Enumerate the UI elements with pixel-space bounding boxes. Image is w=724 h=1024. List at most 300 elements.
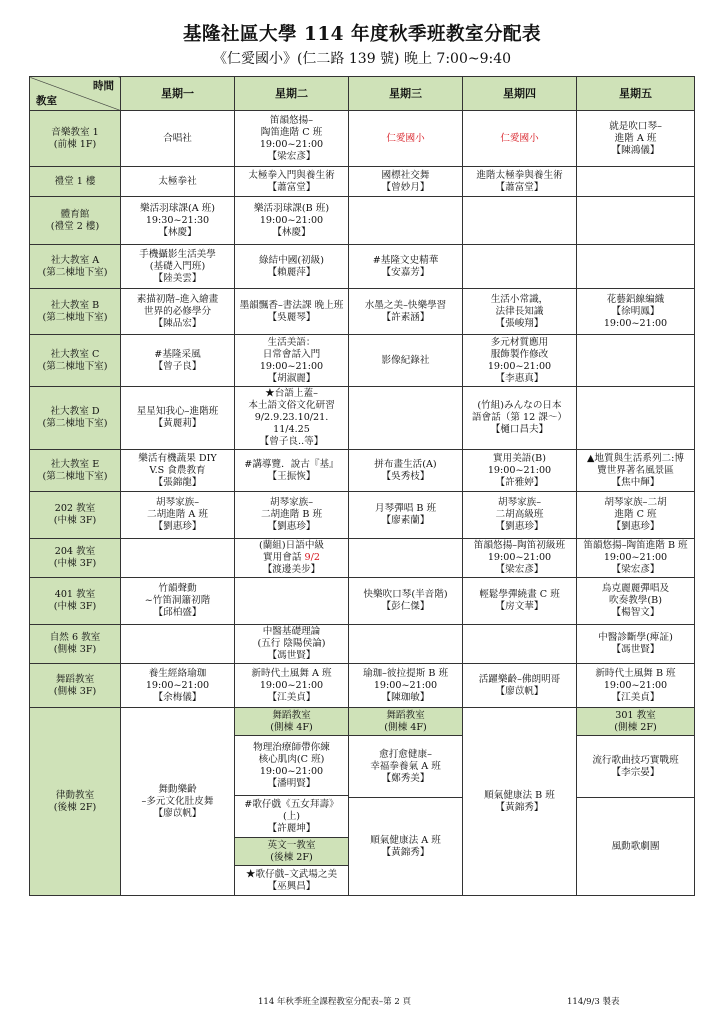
cell-text-line: 【鄭秀美】 bbox=[381, 772, 430, 784]
header-row bbox=[30, 77, 695, 111]
cell-text-line: 11/4.25 bbox=[273, 424, 310, 435]
cell-text-line: 社大教室 C bbox=[50, 348, 100, 360]
cell-text-line: (第二棟地下室) bbox=[42, 311, 108, 323]
course-cell bbox=[463, 335, 577, 387]
page-title: 基隆社區大學 114 年度秋季班教室分配表 bbox=[183, 24, 541, 45]
cell-text-line: 【黃錦秀】 bbox=[495, 801, 544, 813]
cell-text-line: 語會話（第 12 課～） bbox=[471, 412, 568, 423]
cell-text-line: 進階 A 班 bbox=[614, 132, 657, 144]
course-cell bbox=[349, 335, 463, 387]
cell-text-line: 胡琴家族– bbox=[497, 497, 542, 508]
course-cell bbox=[121, 450, 235, 492]
cell-text-line: 生活美語： bbox=[267, 336, 316, 348]
cell-text-line: 【劉惠珍】 bbox=[153, 521, 202, 532]
cell-text-line: (側棟 3F) bbox=[53, 644, 97, 655]
cell-text-line: 【吳秀枝】 bbox=[381, 470, 430, 482]
cell-text-line: 養生經絡瑜珈 bbox=[148, 667, 207, 679]
cell-text-line: 【陸美雲】 bbox=[153, 272, 202, 284]
course-cell bbox=[349, 625, 463, 664]
cell-text-line: (上) bbox=[282, 810, 301, 822]
cell-text-line: (第二棟地下室) bbox=[42, 418, 108, 429]
cell-text-line: 【張峻翔】 bbox=[495, 317, 544, 329]
cell-text-line: 物理治療師帶你練 bbox=[253, 741, 330, 753]
cell-text-line: 【許麗坤】 bbox=[267, 822, 316, 834]
cell-text-line: 301 教室 bbox=[615, 709, 656, 721]
cell-text-line: 19:00~21:00 bbox=[603, 552, 668, 563]
cell-text-line: ▲地質與生活系列二:博 bbox=[587, 452, 684, 464]
cell-text-line: 【馮世賢】 bbox=[267, 650, 316, 661]
course-cell bbox=[349, 245, 463, 289]
course-cell bbox=[121, 289, 235, 335]
room-cell bbox=[30, 245, 121, 289]
cell-text-line: 水墨之美–快樂學習 bbox=[364, 299, 447, 311]
course-cell bbox=[463, 450, 577, 492]
cell-text-line: (基礎入門班) bbox=[149, 260, 206, 272]
course-cell bbox=[349, 664, 463, 708]
cell-text-line: 【王振恢】 bbox=[267, 470, 316, 482]
course-cell bbox=[349, 111, 463, 167]
course-cell bbox=[577, 289, 695, 335]
day-header-mon: 星期一 bbox=[121, 77, 235, 111]
course-cell bbox=[349, 798, 463, 896]
cell-text-line: 影像紀錄社 bbox=[381, 354, 430, 366]
cell-text-line: 拼布畫生活(A) bbox=[374, 458, 437, 470]
corner-cell bbox=[30, 77, 121, 111]
sub-room-cell bbox=[235, 838, 349, 866]
cell-text-line: 二胡進階 B 班 bbox=[260, 509, 323, 520]
course-cell bbox=[463, 197, 577, 245]
cell-text-line: (第二棟地下室) bbox=[42, 360, 108, 372]
schedule-body bbox=[30, 111, 695, 708]
cell-text-line: 社大教室 D bbox=[50, 406, 100, 417]
day-header-wed: 星期三 bbox=[349, 77, 463, 111]
cell-text-line: 樂活羽球課(B 班) bbox=[253, 202, 330, 214]
cell-text-line: 素描初階–進入繪畫 bbox=[136, 293, 219, 305]
cell-text-line: (中棟 3F) bbox=[53, 515, 97, 526]
cell-text-line: 【許素涵】 bbox=[381, 311, 430, 323]
course-cell bbox=[121, 708, 235, 896]
course-cell bbox=[121, 578, 235, 625]
cell-text-line: 【李宗晏】 bbox=[611, 766, 660, 778]
course-cell bbox=[235, 664, 349, 708]
course-cell bbox=[577, 578, 695, 625]
course-cell bbox=[463, 492, 577, 539]
cell-text-line: 日常會話入門 bbox=[262, 348, 321, 360]
cell-text-line: 樂活有機蔬果 DIY bbox=[138, 452, 217, 464]
room-cell bbox=[30, 197, 121, 245]
course-cell bbox=[577, 664, 695, 708]
room-cell bbox=[30, 450, 121, 492]
cell-text-line: ~竹笛洞簫初階 bbox=[144, 595, 211, 606]
cell-text-line: 19:30~21:30 bbox=[145, 214, 210, 226]
cell-text-line: 胡琴家族– bbox=[269, 497, 314, 508]
cell-text-line: 新時代土風舞 B 班 bbox=[595, 667, 676, 679]
course-cell bbox=[463, 625, 577, 664]
corner-room-label: 教室 bbox=[36, 95, 57, 107]
cell-text-line: 順氣健康法 A 班 bbox=[370, 834, 441, 846]
course-cell bbox=[235, 111, 349, 167]
cell-text-line: 二胡高級班 bbox=[495, 509, 544, 520]
cell-text-line: 體育館 bbox=[60, 208, 90, 220]
schedule-table bbox=[29, 76, 695, 896]
cell-text-line: 流行歌曲技巧實戰班 bbox=[592, 754, 679, 766]
cell-text-line: 401 教室 bbox=[54, 589, 96, 600]
cell-text-line: 笛韻悠揚–陶笛初級班 bbox=[473, 540, 566, 551]
cell-text-line: 【陳鴻儀】 bbox=[611, 144, 660, 156]
day-header-tue: 星期二 bbox=[235, 77, 349, 111]
cell-text-line: 幸福拳養氣 A 班 bbox=[370, 760, 441, 772]
cell-text-line: 生活小常識， bbox=[490, 293, 549, 305]
cell-text-line: 社大教室 E bbox=[50, 458, 100, 470]
room-cell bbox=[30, 625, 121, 664]
room-cell bbox=[30, 492, 121, 539]
cell-text-line: (竹組)みんなの日本 bbox=[477, 400, 562, 411]
table-row bbox=[30, 245, 695, 289]
cell-text-line: 手機攝影生活美學 bbox=[139, 248, 216, 260]
course-cell bbox=[463, 664, 577, 708]
cell-text-line: 【林慶】 bbox=[158, 226, 197, 238]
course-cell bbox=[463, 539, 577, 578]
course-cell bbox=[349, 289, 463, 335]
cell-text-line: 【馮世賢】 bbox=[611, 644, 660, 655]
course-cell bbox=[577, 450, 695, 492]
cell-text-line: 輕鬆學彈繞畫 C 班 bbox=[479, 589, 560, 600]
course-cell bbox=[121, 111, 235, 167]
cell-text-line: ★台語上蓋– bbox=[265, 388, 318, 399]
sub-room-cell bbox=[577, 708, 695, 736]
cell-text-line: (側棟 4F) bbox=[384, 721, 427, 733]
cell-text-line: 19:00~21:00 bbox=[487, 464, 552, 476]
table-row bbox=[30, 450, 695, 492]
cell-text-line: 9/2.9.23.10/21. bbox=[254, 412, 329, 423]
course-cell bbox=[463, 167, 577, 197]
cell-text-line: 【楊智文】 bbox=[611, 607, 660, 618]
table-row bbox=[30, 539, 695, 578]
cell-text-line: 太極拳社 bbox=[158, 175, 197, 187]
cell-text-line: 服飾製作修改 bbox=[490, 348, 549, 360]
cell-text-line: 【安嘉芳】 bbox=[381, 266, 430, 278]
cell-text-line: 19:00~21:00 bbox=[145, 679, 210, 691]
cell-text-line: 進階太極拳與養生術 bbox=[476, 169, 563, 181]
room-cell bbox=[30, 539, 121, 578]
table-row bbox=[30, 167, 695, 197]
course-cell bbox=[577, 387, 695, 450]
course-cell bbox=[349, 167, 463, 197]
table-row bbox=[30, 492, 695, 539]
cell-text-line: 順氣健康法 B 班 bbox=[484, 789, 555, 801]
cell-text-line: 胡琴家族– bbox=[155, 497, 200, 508]
day-header-thu: 星期四 bbox=[463, 77, 577, 111]
course-cell bbox=[577, 736, 695, 798]
course-cell bbox=[349, 539, 463, 578]
cell-text-line: 【梁宏彥】 bbox=[611, 564, 660, 575]
cell-text-line: 【焦中輝】 bbox=[611, 476, 660, 488]
cell-text-line: 【黃麗莉】 bbox=[153, 418, 202, 429]
cell-text-line: 【渡邊美步】 bbox=[262, 564, 321, 575]
course-cell bbox=[235, 197, 349, 245]
course-cell bbox=[121, 335, 235, 387]
cell-text-line: #基隆采風 bbox=[154, 348, 201, 360]
cell-text-line: 社大教室 A bbox=[50, 254, 100, 266]
course-cell bbox=[463, 387, 577, 450]
room-cell bbox=[30, 167, 121, 197]
cell-text-line: 律動教室 bbox=[55, 789, 95, 801]
room-cell bbox=[30, 578, 121, 625]
sub-room-cell bbox=[235, 708, 349, 736]
cell-text-line: 【張錦龍】 bbox=[153, 476, 202, 488]
cell-text-line: 【陳珈敏】 bbox=[381, 691, 430, 703]
cell-text-line: 瑜珈–彼拉提斯 B 班 bbox=[362, 667, 449, 679]
cell-text-line: 19:00~21:00 bbox=[487, 552, 552, 563]
cell-text-line: 胡琴家族–二胡 bbox=[604, 497, 667, 508]
cell-text-line: 【劉惠珍】 bbox=[495, 521, 544, 532]
cell-text-line: 舞動樂齡 bbox=[158, 783, 197, 795]
course-cell bbox=[235, 450, 349, 492]
course-cell bbox=[463, 578, 577, 625]
cell-text-line: (禮堂 2 樓) bbox=[50, 220, 100, 232]
cell-text-line: 快樂吹口琴(半音階) bbox=[363, 589, 448, 600]
cell-text-line: 【吳麗琴】 bbox=[267, 311, 316, 323]
course-cell bbox=[235, 387, 349, 450]
course-cell bbox=[463, 289, 577, 335]
room-cell bbox=[30, 335, 121, 387]
course-cell bbox=[349, 387, 463, 450]
cell-text-line: V.S 食農教育 bbox=[149, 464, 206, 476]
cell-text-line: 19:00~21:00 bbox=[259, 765, 324, 777]
cell-text-line: 【劉惠珍】 bbox=[267, 521, 316, 532]
course-cell bbox=[121, 664, 235, 708]
cell-text-line: 社大教室 B bbox=[50, 299, 100, 311]
cell-text-line: (蘭組)日語中級 bbox=[258, 540, 325, 551]
table-row bbox=[30, 578, 695, 625]
cell-text-line: 19:00~21:00 bbox=[259, 679, 324, 691]
cell-text-line: 【曾子良】 bbox=[153, 360, 202, 372]
cell-text-line: 笛韻悠揚–陶笛進階 B 班 bbox=[583, 540, 688, 551]
room-cell bbox=[30, 664, 121, 708]
course-cell bbox=[349, 450, 463, 492]
cell-text-line: 【劉惠珍】 bbox=[611, 521, 660, 532]
cell-text-line: 英文一教室 bbox=[267, 839, 316, 851]
room-cell bbox=[30, 111, 121, 167]
cell-text-line: 【蕭富堂】 bbox=[267, 181, 316, 193]
cell-text-line: 【邱柏盛】 bbox=[153, 607, 202, 618]
cell-text-line: 笛韻悠揚– bbox=[269, 114, 314, 126]
cell-text-line: 【巫興昌】 bbox=[267, 880, 316, 892]
cell-text-line: 【廖苡帆】 bbox=[153, 807, 202, 819]
cell-text-line: 舞蹈教室 bbox=[55, 673, 95, 685]
course-cell bbox=[121, 167, 235, 197]
corner-time-label: 時間 bbox=[93, 80, 114, 92]
cell-text-line: 新時代土風舞 A 班 bbox=[251, 667, 332, 679]
cell-text-line: (中棟 3F) bbox=[53, 601, 97, 612]
cell-text-line: 204 教室 bbox=[54, 546, 96, 557]
cell-text-line: 樂活羽球課(A 班) bbox=[139, 202, 216, 214]
cell-text-line: 【李惠真】 bbox=[495, 372, 544, 384]
cell-text-line: 【江美貞】 bbox=[267, 691, 316, 703]
cell-text-line: 自然 6 教室 bbox=[49, 632, 101, 643]
cell-text-line: 二胡進階 A 班 bbox=[147, 509, 208, 520]
cell-text-line: 【林慶】 bbox=[272, 226, 311, 238]
cell-text-line: 中醫診斷學(痺証) bbox=[598, 632, 673, 643]
cell-text-line: 法律長知識 bbox=[495, 305, 544, 317]
cell-text-line: 吹奏教學(B) bbox=[609, 595, 662, 606]
cell-text-line: (第二棟地下室) bbox=[42, 266, 108, 278]
table-row bbox=[30, 664, 695, 708]
course-cell bbox=[235, 167, 349, 197]
cell-text-line: 19:00~21:00 bbox=[603, 679, 668, 691]
cell-text-line: #基隆文史精華 bbox=[372, 254, 439, 266]
table-row bbox=[30, 289, 695, 335]
cell-text-line: 【江美貞】 bbox=[611, 691, 660, 703]
footer-date-note: 114/9/3 製表 bbox=[567, 997, 620, 1007]
cell-text-line: 本土語文俗文化研習 bbox=[248, 400, 335, 411]
table-row bbox=[30, 335, 695, 387]
cell-text-line: 竹韻聲動 bbox=[158, 583, 197, 594]
table-row bbox=[30, 111, 695, 167]
cell-text-line: 音樂教室 1 bbox=[51, 126, 99, 138]
cell-text-line: 19:00~21:00 bbox=[259, 138, 324, 150]
course-cell bbox=[577, 492, 695, 539]
course-cell bbox=[463, 245, 577, 289]
cell-text-line: 進階 C 班 bbox=[614, 509, 657, 520]
course-cell bbox=[235, 245, 349, 289]
table-row bbox=[30, 197, 695, 245]
cell-text-line: 綠結中國(初級) bbox=[258, 254, 325, 266]
cell-text-line: 【廖素蘭】 bbox=[381, 515, 430, 526]
cell-text-line: 202 教室 bbox=[54, 503, 96, 514]
cell-text-line: 星星知我心–進階班 bbox=[136, 406, 219, 417]
cell-text-line: 19:00~21:00 bbox=[603, 317, 668, 329]
course-cell bbox=[235, 625, 349, 664]
course-cell bbox=[121, 387, 235, 450]
course-cell bbox=[577, 245, 695, 289]
cell-text-line: (側棟 3F) bbox=[53, 685, 97, 697]
cell-text-line: #講導覽．說古『基』 bbox=[244, 458, 339, 470]
table-row bbox=[30, 625, 695, 664]
cell-text-line: 墨韻飄香–書法課 晚上班 bbox=[239, 299, 344, 311]
course-cell bbox=[121, 539, 235, 578]
cell-text-line: 風動歌劇團 bbox=[611, 840, 660, 852]
cell-text-line: #歌仔戲《五女拜壽》 bbox=[244, 798, 339, 810]
cell-text-line: 【彭仁傑】 bbox=[381, 601, 430, 612]
course-cell bbox=[121, 625, 235, 664]
course-cell bbox=[235, 796, 349, 838]
cell-text-line bbox=[237, 552, 346, 564]
course-cell bbox=[235, 335, 349, 387]
cell-text-line: 活躍樂齡–佛朗明哥 bbox=[478, 673, 561, 685]
cell-text-line: 烏克麗麗彈唱及 bbox=[601, 583, 670, 594]
cell-text-line: 月琴彈唱 B 班 bbox=[374, 503, 437, 514]
table-row bbox=[30, 708, 695, 736]
course-cell bbox=[463, 708, 577, 896]
cell-text-line: 【曾妙月】 bbox=[381, 181, 430, 193]
cell-text-line: 核心肌肉(C 班) bbox=[258, 753, 325, 765]
cell-text-line: 19:00~21:00 bbox=[259, 214, 324, 226]
cell-text-line: 【黃錦秀】 bbox=[381, 846, 430, 858]
cell-text-line: 陶笛進階 C 班 bbox=[260, 126, 323, 138]
cell-text-line: 【房文華】 bbox=[495, 601, 544, 612]
day-header-fri: 星期五 bbox=[577, 77, 695, 111]
course-cell bbox=[577, 539, 695, 578]
table-row bbox=[30, 387, 695, 450]
cell-text-line: 實用美語(B) bbox=[493, 452, 546, 464]
cell-text-line: 【胡淑麗】 bbox=[267, 372, 316, 384]
cell-text-line: (側棟 2F) bbox=[614, 721, 657, 733]
cell-text-line: 就是吹口琴– bbox=[609, 120, 662, 132]
cell-text-line: 太極拳入門與養生術 bbox=[248, 169, 335, 181]
cell-text-line: 仁愛國小 bbox=[386, 132, 425, 144]
course-cell bbox=[349, 578, 463, 625]
cell-text-line: ★歌仔戲–文武場之美 bbox=[245, 868, 338, 880]
cell-text-line: 中醫基礎理論 bbox=[262, 626, 321, 637]
course-cell bbox=[577, 625, 695, 664]
cell-text-line: (側棟 4F) bbox=[270, 721, 313, 733]
cell-text-line: 19:00~21:00 bbox=[487, 360, 552, 372]
course-cell bbox=[577, 197, 695, 245]
cell-text-line: 【余梅儀】 bbox=[153, 691, 202, 703]
page-subtitle: 《仁愛國小》(仁二路 139 號) 晚上 7:00~9:40 bbox=[212, 51, 512, 67]
room-cell bbox=[30, 289, 121, 335]
course-cell bbox=[235, 736, 349, 796]
course-cell bbox=[235, 866, 349, 896]
cell-text-line: 【梁宏彥】 bbox=[495, 564, 544, 575]
cell-text-line: 【潘明賢】 bbox=[267, 777, 316, 789]
cell-text-line: 【曾子良..等】 bbox=[259, 436, 324, 447]
course-cell bbox=[349, 197, 463, 245]
cell-text-line: 國標社交舞 bbox=[381, 169, 430, 181]
cell-text-line: 【徐明鳳】 bbox=[611, 305, 660, 317]
course-cell bbox=[349, 736, 463, 798]
cell-text-line: 【賴麗萍】 bbox=[267, 266, 316, 278]
cell-text-line: (五行 陰陽侯論) bbox=[257, 638, 326, 649]
cell-text-line: (後棟 2F) bbox=[53, 801, 97, 813]
cell-text-line: (中棟 3F) bbox=[53, 558, 97, 569]
highlight-date: 9/2 bbox=[304, 552, 320, 563]
cell-text-line: 【陳品宏】 bbox=[153, 317, 202, 329]
cell-text-line: 舞蹈教室 bbox=[272, 709, 311, 721]
course-cell bbox=[235, 289, 349, 335]
course-cell bbox=[235, 578, 349, 625]
cell-text-line: 舞蹈教室 bbox=[386, 709, 425, 721]
course-cell bbox=[121, 197, 235, 245]
cell-text-line: 多元材質應用 bbox=[490, 336, 549, 348]
schedule-body-last bbox=[30, 708, 695, 896]
cell-text-fragment: 實用會話 bbox=[263, 552, 305, 563]
cell-text-line: 【樋口昌夫】 bbox=[490, 424, 549, 435]
cell-text-line: 【梁宏彥】 bbox=[267, 150, 316, 162]
cell-text-line: 【許雅婷】 bbox=[495, 476, 544, 488]
footer-page-note: 114 年秋季班全課程教室分配表–第 2 頁 bbox=[258, 997, 411, 1007]
cell-text-line: 禮堂 1 樓 bbox=[54, 175, 96, 187]
cell-text-line: (後棟 2F) bbox=[270, 851, 313, 863]
course-cell bbox=[577, 111, 695, 167]
course-cell bbox=[463, 111, 577, 167]
cell-text-line: (前棟 1F) bbox=[53, 138, 97, 150]
cell-text-line: 仁愛國小 bbox=[500, 132, 539, 144]
cell-text-line: 合唱社 bbox=[163, 132, 192, 144]
sub-room-cell bbox=[349, 708, 463, 736]
course-cell bbox=[577, 335, 695, 387]
course-cell bbox=[121, 492, 235, 539]
cell-text-line: 愈打愈健康– bbox=[379, 748, 432, 760]
cell-text-line: 世界的必修學分 bbox=[143, 305, 212, 317]
room-cell bbox=[30, 387, 121, 450]
cell-text-line: 花藝鋁線編織 bbox=[606, 293, 665, 305]
cell-text-line: (第二棟地下室) bbox=[42, 470, 108, 482]
cell-text-line: 19:00~21:00 bbox=[373, 679, 438, 691]
cell-text-line: 【廖苡帆】 bbox=[495, 685, 544, 697]
cell-text-line: 【蕭富堂】 bbox=[495, 181, 544, 193]
